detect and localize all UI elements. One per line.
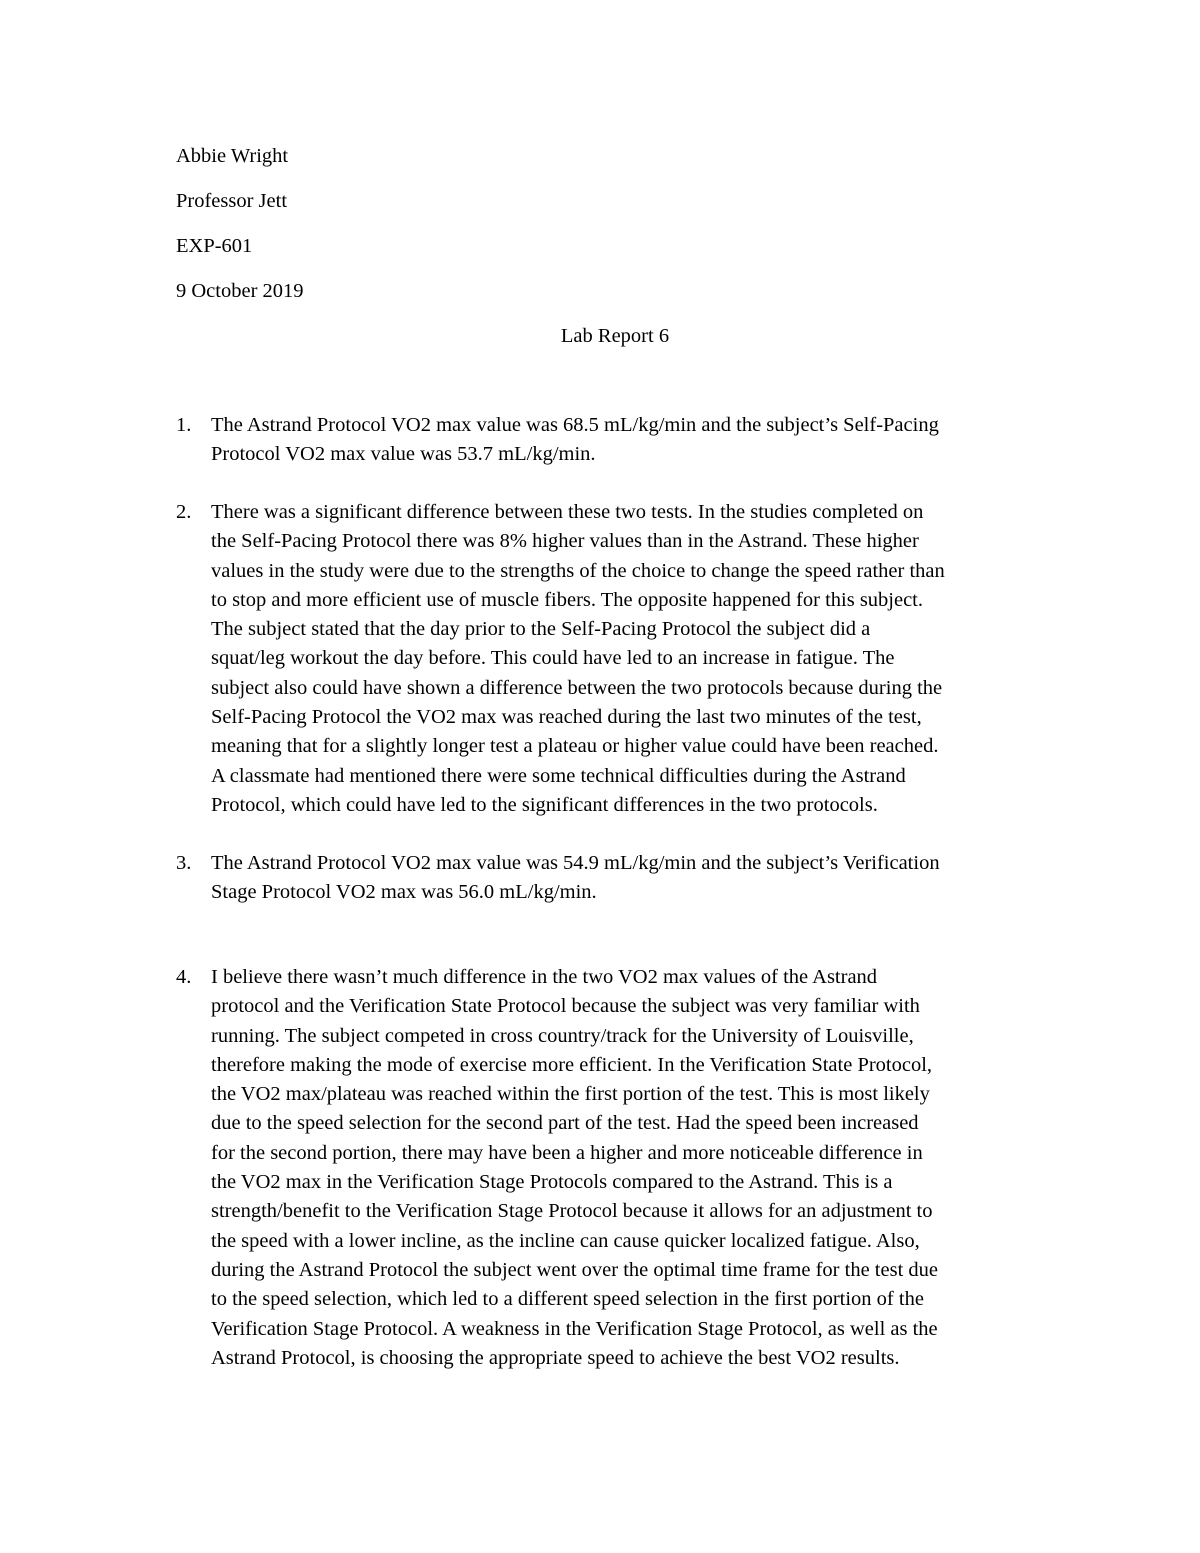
text-line: the VO2 max in the Verification Stage Protocols compared to the Astrand. This is a (211, 1171, 893, 1194)
text-line: running. The subject competed in cross country/track for the University of Louisville, (211, 1024, 914, 1047)
text-line: I believe there wasn’t much difference in the two VO2 max values of the Astrand (211, 966, 878, 988)
list-item-number: 1. (176, 414, 192, 436)
professor-name: Professor Jett (176, 190, 288, 212)
text-line: Stage Protocol VO2 max was 56.0 mL/kg/min. (211, 881, 597, 904)
text-line: the speed with a lower incline, as the incline can cause quicker localized fatigue. Also, (211, 1229, 920, 1252)
list-item-text (211, 411, 1071, 470)
text-line: the Self-Pacing Protocol there was 8% higher values than in the Astrand. These higher (211, 530, 919, 553)
text-line: therefore making the mode of exercise more efficient. In the Verification State Protocol, (211, 1053, 933, 1076)
text-line: squat/leg workout the day before. This could have led to an increase in fatigue. The (211, 647, 895, 670)
text-line: protocol and the Verification State Protocol because the subject was very familiar with (211, 995, 920, 1018)
report-title: Lab Report 6 (560, 325, 670, 347)
text-line: during the Astrand Protocol the subject went over the optimal time frame for the test due (211, 1258, 938, 1281)
list-item-number: 3. (176, 852, 192, 874)
text-line: values in the study were due to the strengths of the choice to change the speed rather than (211, 559, 945, 582)
list-item-text (211, 963, 1071, 1373)
list-item-text (211, 849, 1071, 908)
text-line: strength/benefit to the Verification Stage Protocol because it allows for an adjustment to (211, 1200, 933, 1223)
list-item-number: 4. (176, 966, 192, 988)
text-line: due to the speed selection for the second part of the test. Had the speed been increased (211, 1112, 919, 1135)
text-line: the VO2 max/plateau was reached within the first portion of the test. This is most likely (211, 1083, 930, 1106)
report-date: 9 October 2019 (176, 280, 304, 302)
text-line: to the speed selection, which led to a different speed selection in the first portion of the (211, 1288, 924, 1311)
text-line: There was a significant difference between these two tests. In the studies completed on (211, 501, 924, 523)
text-line: The Astrand Protocol VO2 max value was 54.9 mL/kg/min and the subject’s Verification (211, 852, 940, 874)
text-line: meaning that for a slightly longer test a plateau or higher value could have been reached. (211, 735, 939, 758)
text-line: The Astrand Protocol VO2 max value was 68.5 mL/kg/min and the subject’s Self-Pacing (211, 414, 939, 436)
text-line: Protocol, which could have led to the significant differences in the two protocols. (211, 793, 878, 816)
text-line: subject also could have shown a difference between the two protocols because during the (211, 676, 943, 699)
list-item-number: 2. (176, 501, 192, 523)
text-line: Self-Pacing Protocol the VO2 max was reached during the last two minutes of the test, (211, 706, 922, 729)
text-line: to stop and more efficient use of muscle fibers. The opposite happened for this subject. (211, 588, 924, 611)
text-line: A classmate had mentioned there were some technical difficulties during the Astrand (211, 764, 906, 787)
text-line: Verification Stage Protocol. A weakness in the Verification Stage Protocol, as well as the (211, 1317, 938, 1340)
text-line: for the second portion, there may have been a higher and more noticeable difference in (211, 1141, 923, 1164)
text-line: Astrand Protocol, is choosing the appropriate speed to achieve the best VO2 results. (211, 1346, 900, 1369)
author-name: Abbie Wright (176, 145, 289, 167)
text-line: The subject stated that the day prior to the Self-Pacing Protocol the subject did a (211, 618, 871, 641)
list-item-text (211, 498, 1071, 820)
course-code: EXP-601 (176, 235, 253, 257)
text-line: Protocol VO2 max value was 53.7 mL/kg/min. (211, 443, 596, 466)
